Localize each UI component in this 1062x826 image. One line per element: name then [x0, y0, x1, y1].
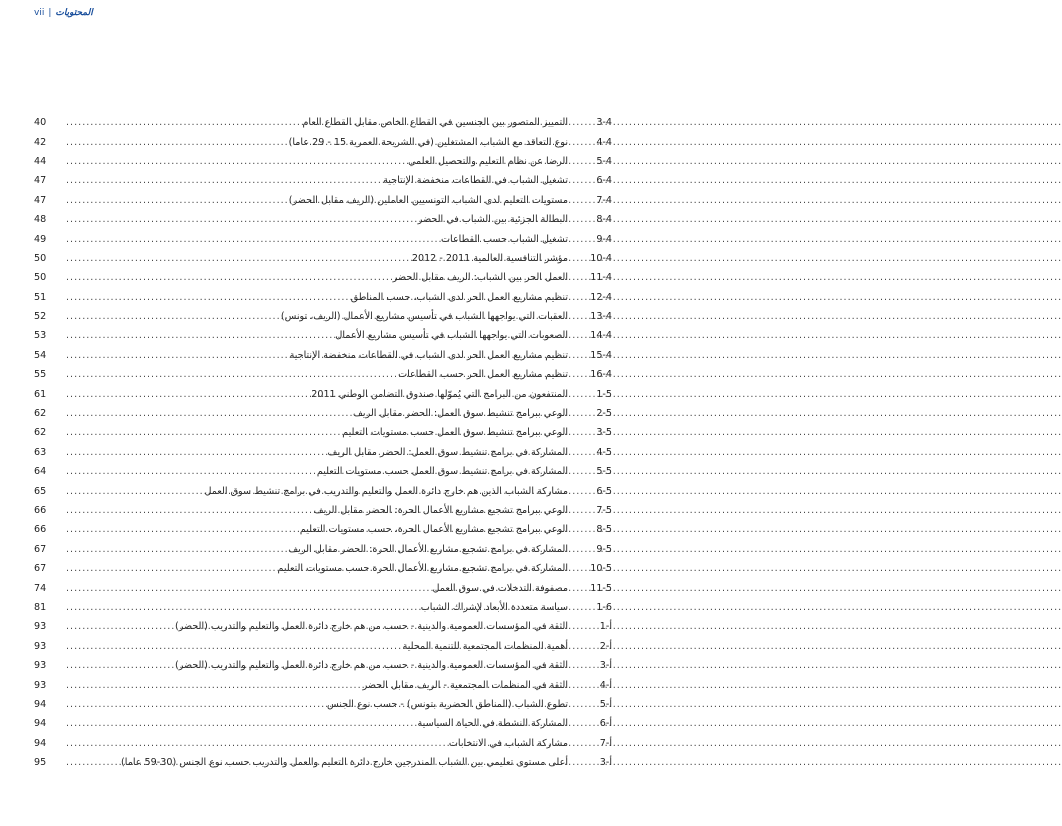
toc-entry-title: الثقة في المؤسسات العمومية والدينية - حسب من هم خارج دائرة العمل والتعليم والتدريب (الحضر) [174, 621, 568, 633]
toc-entry-title: أعلى مستوى تعليمي بين الشباب المندرجين خارج دائرة التعليم والعمل والتدريب حسب نوع الجنس (30-59 عاما) [121, 757, 568, 769]
toc-dot-leader [66, 234, 439, 245]
toc-entry-page: 93 [34, 660, 47, 672]
toc-dot-leader [66, 350, 288, 361]
toc-entry-title: الثقة في المؤسسات العمومية والدينية - حسب من هم خارج دائرة العمل والتعليم والتدريب (الحضر) [174, 660, 568, 672]
toc-dot-leader [66, 680, 361, 691]
toc-entry[interactable] [34, 288, 612, 307]
toc-entry-title: مشاركة الشباب الذين هم خارج دائرة العمل والتعليم والتدريب في برامج تنشيط سوق العمل [204, 485, 568, 497]
toc-dot-leader [66, 156, 406, 167]
toc-entry[interactable] [34, 714, 612, 733]
toc-entry[interactable] [34, 481, 612, 500]
toc-entry[interactable] [34, 559, 612, 578]
toc-entry-title: مصفوفة التدخلات في سوق العمل [432, 582, 568, 594]
toc-entry-page: 66 [34, 505, 47, 516]
toc-entry-number: 7-5 [596, 505, 612, 516]
toc-dot-leader [66, 330, 333, 341]
toc-entry[interactable] [34, 249, 612, 268]
toc-entry-title: المشاركة في برامج تشجيع مشاريع الأعمال الحرة حسب مستويات التعليم [277, 563, 568, 575]
header-separator: | [48, 8, 52, 18]
toc-dot-leader [66, 214, 416, 225]
toc-dot-leader [66, 641, 401, 652]
toc-entry-page: 64 [34, 466, 47, 478]
toc-entry-number: 13-4 [590, 311, 612, 323]
toc-entry-title: الوعي ببرامج تنشيط سوق العمل: الحضر مقابل الريف [352, 408, 568, 420]
toc-entry-title: تنظيم مشاريع العمل الحر حسب القطاعات [398, 369, 568, 381]
toc-entry-page: 49 [34, 233, 47, 245]
toc-entry-title: تنظيم مشاريع العمل الحر لدى الشباب في القطاعات منخفضة الإنتاجية [289, 349, 568, 361]
toc-entry-number: 5-5 [596, 466, 612, 478]
toc-dot-leader [66, 117, 300, 128]
toc-entry-number: 9-5 [596, 543, 612, 555]
toc-entry[interactable] [34, 443, 612, 462]
toc-dot-leader [66, 544, 286, 555]
toc-entry-title: تشغيل الشباب حسب القطاعات [441, 233, 568, 245]
toc-entry-page: 93 [34, 640, 47, 652]
toc-entry-number: 11-5 [590, 582, 612, 594]
toc-entry-title: المشاركة في برامج تشجيع مشاريع الأعمال الحرة: الحضر مقابل الريف [288, 543, 568, 555]
toc-entry-number: 5-4 [596, 155, 612, 167]
toc-entry-page: 48 [34, 214, 47, 226]
header-title: المحتويات [55, 8, 93, 18]
toc-entry[interactable] [34, 326, 612, 345]
toc-entry-title: الصعوبات التي يواجهها الشباب في تأسيس مشاريع الأعمال [335, 330, 568, 342]
toc-entry-title: سياسة متعددة الأبعاد لإشراك الشباب [420, 601, 568, 613]
toc-entry[interactable] [34, 501, 612, 520]
toc-entry-page: 40 [34, 117, 47, 129]
toc-entry-number: 8-5 [596, 524, 612, 536]
toc-entry-page: 93 [34, 679, 47, 691]
toc-entry-number: 10-4 [590, 252, 612, 264]
toc-dot-leader [66, 486, 203, 497]
toc-entry-number: أ-3 [599, 660, 612, 672]
toc-dot-leader [66, 505, 312, 516]
toc-entry-number: أ-4 [599, 679, 612, 691]
toc-entry-page: 66 [34, 524, 47, 536]
toc-entry-page: 47 [34, 175, 47, 187]
toc-entry-title: التمييز المتصور بين الجنسين في القطاع الخاص مقابل القطاع العام [302, 117, 568, 129]
toc-dot-leader [66, 660, 173, 671]
toc-entry-title: مشاركة الشباب في الانتخابات [448, 737, 568, 749]
toc-entry[interactable] [34, 171, 612, 190]
toc-dot-leader [66, 524, 298, 535]
toc-entry-title: البطالة الجزئية بين الشباب في الحضر [417, 214, 568, 226]
toc-entry-page: 50 [34, 252, 47, 264]
toc-entry[interactable] [34, 365, 612, 384]
toc-entry-title: الوعي ببرامج تشجيع مشاريع الأعمال الحرة، حسب مستويات التعليم [299, 524, 568, 536]
toc-entry-page: 94 [34, 698, 47, 710]
toc-dot-leader [66, 253, 410, 264]
toc-entry-number: 1-5 [596, 388, 612, 400]
toc-entry-page: 44 [34, 155, 47, 167]
toc-entry-number: 12-4 [590, 291, 612, 303]
toc-entry[interactable] [34, 229, 612, 248]
toc-entry-page: 47 [34, 194, 47, 206]
toc-dot-leader [66, 272, 391, 283]
toc-dot-leader [66, 389, 309, 400]
toc-dot-leader [66, 137, 287, 148]
toc-entry[interactable] [34, 132, 612, 151]
toc-entry-page: 94 [34, 737, 47, 749]
toc-entry-title: الرضا عن نظام التعليم والتحصيل العلمي [408, 155, 568, 167]
toc-entry-number: 1-6 [596, 601, 612, 613]
toc-entry-number: 4-4 [596, 136, 612, 148]
toc-entry[interactable] [34, 307, 612, 326]
toc-entry-number: 6-4 [596, 175, 612, 187]
toc-entry-title: المشاركة في برامج تنشيط سوق العمل حسب مستويات التعليم [316, 466, 568, 478]
toc-entry[interactable] [34, 578, 612, 597]
toc-entry[interactable] [34, 113, 612, 132]
toc-entry-number: أ-7 [599, 737, 612, 749]
toc-entry[interactable] [34, 384, 612, 403]
toc-dot-leader [66, 447, 326, 458]
toc-dot-leader [66, 195, 287, 206]
toc-entry-title: الثقة في المنظمات المجتمعية - الريف مقابل الحضر [362, 679, 568, 691]
toc-entry-number: 15-4 [590, 349, 612, 361]
toc-entry-number: أ-1 [599, 621, 612, 633]
toc-dot-leader [66, 621, 173, 632]
toc-entry[interactable] [34, 675, 612, 694]
toc-entry-number: 16-4 [590, 369, 612, 381]
toc-entry-title: المشاركة في برامج تنشيط سوق العمل: الحضر مقابل الريف [327, 446, 568, 458]
toc-entry[interactable] [34, 462, 612, 481]
toc-entry-page: 63 [34, 446, 47, 458]
toc-entry-title: الوعي ببرامج تنشيط سوق العمل حسب مستويات التعليم [342, 427, 568, 439]
toc-entry-page: 51 [34, 291, 47, 303]
toc-dot-leader [66, 757, 119, 768]
toc-entry-number: أ-5 [599, 698, 612, 710]
toc-entry[interactable] [34, 617, 612, 636]
toc-entry-title: تشغيل الشباب في القطاعات منخفضة الإنتاجية [383, 175, 568, 187]
toc-entry[interactable] [34, 346, 612, 365]
toc-dot-leader [66, 738, 447, 749]
toc-entry-number: 9-4 [596, 233, 612, 245]
toc-entry-page: 62 [34, 427, 47, 439]
toc-entry-page: 81 [34, 601, 47, 613]
toc-entry-number: أ-2 [599, 640, 612, 652]
toc-entry-title: تطوع الشباب (المناطق الحضرية بتونس) - حسب نوع الجنس [327, 698, 568, 710]
toc-entry-title: تنظيم مشاريع العمل الحر لدى الشباب، حسب المناطق [350, 291, 568, 303]
page-header [34, 8, 93, 18]
toc-entry[interactable] [34, 404, 612, 423]
toc-entry[interactable] [34, 191, 612, 210]
toc-entry-page: 95 [34, 757, 47, 769]
toc-entry[interactable] [34, 656, 612, 675]
toc-entry-page: 62 [34, 408, 47, 420]
toc-dot-leader [66, 602, 419, 613]
toc-entry-number: أ-6 [599, 718, 612, 730]
toc-entry-number: أ-3 [599, 757, 612, 769]
toc-dot-leader [66, 175, 381, 186]
page-number-label: vii [34, 8, 45, 18]
toc-entry-number: 11-4 [590, 272, 612, 284]
toc-entry-number: 10-5 [590, 563, 612, 575]
toc-entry-number: 2-5 [596, 408, 612, 420]
toc-entry[interactable] [34, 423, 612, 442]
toc-entry-page: 50 [34, 272, 47, 284]
toc-dot-leader [66, 466, 315, 477]
toc-entry-page: 67 [34, 563, 47, 575]
toc-entry[interactable] [34, 734, 612, 753]
toc-entry[interactable] [34, 540, 612, 559]
toc-entry-page: 67 [34, 543, 47, 555]
toc-entry-page: 53 [34, 330, 47, 342]
toc-entry-page: 52 [34, 311, 47, 323]
toc-dot-leader [66, 583, 431, 594]
toc-entry-page: 74 [34, 582, 47, 594]
toc-entry-number: 7-4 [596, 194, 612, 206]
toc-entry-number: 3-4 [596, 117, 612, 129]
toc-entry-number: 8-4 [596, 214, 612, 226]
toc-entry-title: العمل الحر بين الشباب: الريف مقابل الحضر [392, 272, 568, 284]
toc-dot-leader [66, 408, 351, 419]
toc-entry-page: 94 [34, 718, 47, 730]
toc-dot-leader [66, 311, 279, 322]
toc-entry-title: نوع التعاقد مع الشباب المشتغلين (في الشريحة العمرية 15 - 29 عاما) [288, 136, 568, 148]
toc-entry-page: 65 [34, 485, 47, 497]
toc-entry-number: 6-5 [596, 485, 612, 497]
toc-entry[interactable] [34, 637, 612, 656]
toc-entry-title: المنتفعون من البرامج التي يُموّلها صندوق التضامن الوطني 2011 [311, 388, 568, 400]
toc-entry-page: 55 [34, 369, 47, 381]
toc-dot-leader [66, 369, 396, 380]
toc-entry-number: 14-4 [590, 330, 612, 342]
toc-entry[interactable] [34, 753, 612, 772]
toc-entry-title: الوعي ببرامج تشجيع مشاريع الأعمال الحرة: الحضر مقابل الريف [313, 505, 568, 516]
toc-entry[interactable] [34, 210, 612, 229]
table-of-contents [34, 113, 612, 772]
toc-entry[interactable] [34, 520, 612, 539]
toc-entry[interactable] [34, 152, 612, 171]
toc-entry[interactable] [34, 695, 612, 714]
toc-entry[interactable] [34, 598, 612, 617]
toc-entry-title: مستويات التعليم لدى الشباب التونسيين العاملين (الريف مقابل الحضر) [288, 194, 568, 206]
toc-dot-leader [66, 718, 416, 729]
toc-dot-leader [66, 292, 349, 303]
toc-entry-title: أهمية المنظمات المجتمعية للتنمية المحلية [402, 640, 568, 652]
toc-entry-number: 4-5 [596, 446, 612, 458]
toc-entry-title: المشاركة النشطة في الحياة السياسية [417, 718, 568, 730]
toc-entry-page: 61 [34, 388, 47, 400]
toc-dot-leader [66, 427, 340, 438]
toc-entry-page: 42 [34, 136, 47, 148]
toc-entry-title: العقبات التي يواجهها الشباب في تأسيس مشاريع الأعمال (الريف، تونس) [280, 311, 568, 323]
toc-entry-title: مؤشر التنافسية العالمية 2011 - 2012 [411, 252, 568, 264]
toc-entry[interactable] [34, 268, 612, 287]
toc-entry-page: 93 [34, 621, 47, 633]
toc-entry-number: 3-5 [596, 427, 612, 439]
toc-dot-leader [66, 563, 276, 574]
toc-dot-leader [66, 699, 325, 710]
toc-entry-page: 54 [34, 349, 47, 361]
